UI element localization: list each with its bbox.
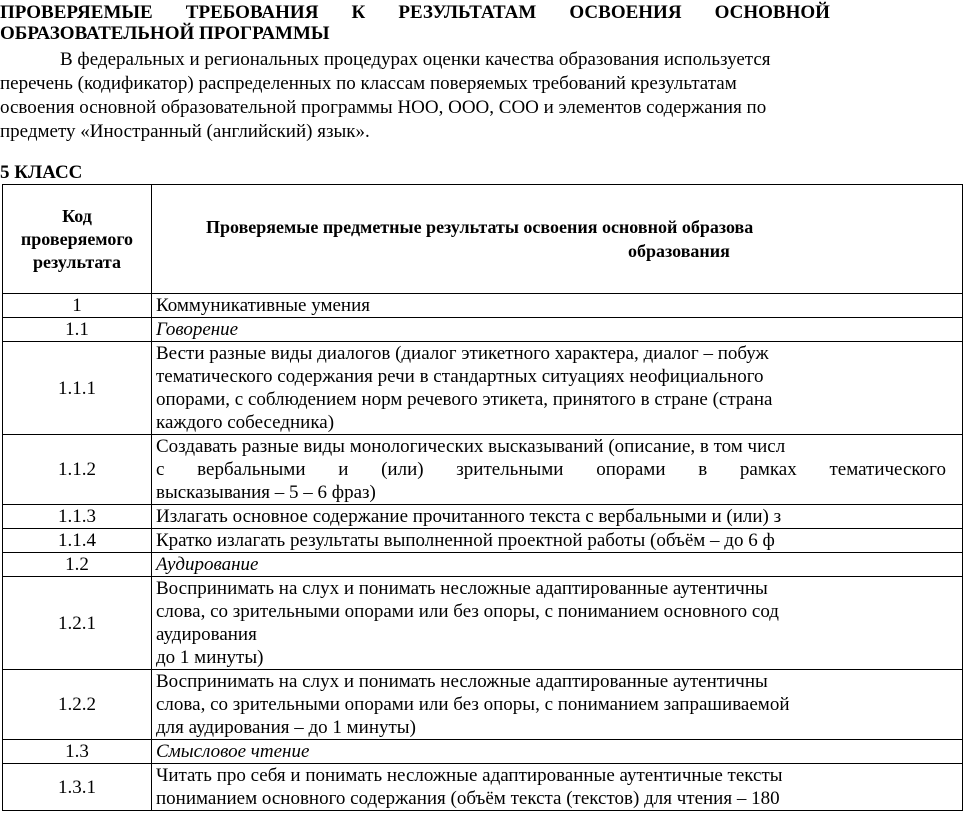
- description-line: слова, со зрительными опорами или без опоры, с пониманием запрашиваемой: [156, 694, 790, 715]
- intro-paragraph: [0, 48, 830, 144]
- table-row: [3, 505, 963, 529]
- result-description-cell: [152, 577, 963, 670]
- header-line: Код: [62, 205, 92, 226]
- result-description-cell: [152, 505, 963, 529]
- table-row: [3, 577, 963, 670]
- result-description-cell: [152, 740, 963, 764]
- result-code-cell: 1.2: [3, 553, 152, 577]
- result-description-cell: [152, 435, 963, 505]
- table-row: [3, 553, 963, 577]
- result-code-cell: 1.1.4: [3, 529, 152, 553]
- heading-word: ТРЕБОВАНИЯ: [185, 2, 319, 23]
- description-line: Кратко излагать результаты выполненной проектной работы (объём – до 6 ф: [156, 530, 775, 551]
- result-code-cell: 1.2.1: [3, 577, 152, 670]
- table-header-row: [3, 185, 963, 294]
- heading-word: РЕЗУЛЬТАТАМ: [398, 2, 537, 23]
- table-row: [3, 670, 963, 740]
- heading-word: ОСВОЕНИЯ: [569, 2, 682, 23]
- result-code-cell: 1.1.3: [3, 505, 152, 529]
- heading-word: ПРОВЕРЯЕМЫЕ: [0, 2, 153, 23]
- description-line: аудирования: [156, 624, 257, 645]
- description-line: Вести разные виды диалогов (диалог этикетного характера, диалог – побуж: [156, 343, 769, 364]
- description-line: Излагать основное содержание прочитанного текста с вербальными и (или) з: [156, 506, 782, 527]
- description-line: Создавать разные виды монологических высказываний (описание, в том числ: [156, 436, 786, 457]
- description-line: до 1 минуты): [156, 647, 264, 668]
- results-column-header: [152, 185, 963, 294]
- intro-line: В федеральных и региональных процедурах оценки качества образования используется: [60, 49, 771, 70]
- description-line: Говорение: [156, 319, 239, 340]
- description-line: опорами, с соблюдением норм речевого этикета, принятого в стране (страна: [156, 389, 773, 410]
- intro-line: перечень (кодификатор) распределенных по классам поверяемых требований крезультатам: [0, 73, 737, 94]
- class-title: 5 КЛАСС: [0, 162, 83, 183]
- result-description-cell: [152, 318, 963, 342]
- table-row: [3, 318, 963, 342]
- heading-word: К: [351, 2, 366, 23]
- result-description-cell: [152, 553, 963, 577]
- result-description-cell: [152, 342, 963, 435]
- header-line: Проверяемые предметные результаты освоения основной образова: [206, 217, 754, 237]
- result-code-cell: 1.1.1: [3, 342, 152, 435]
- result-code-cell: 1.2.2: [3, 670, 152, 740]
- description-line: тематического содержания речи в стандартных ситуациях неофициального: [156, 366, 764, 387]
- description-line: Воспринимать на слух и понимать несложные адаптированные аутентичны: [156, 578, 768, 599]
- result-code-cell: 1.3.1: [3, 764, 152, 811]
- table-row: [3, 294, 963, 318]
- requirements-table: [2, 184, 963, 811]
- description-line: высказывания – 5 – 6 фраз): [156, 482, 376, 503]
- result-code-cell: 1.3: [3, 740, 152, 764]
- description-line: Коммуникативные умения: [156, 295, 370, 316]
- table-row: [3, 342, 963, 435]
- description-line: для аудирования – до 1 минуты): [156, 717, 416, 738]
- description-line: слова, со зрительными опорами или без опоры, с пониманием основного сод: [156, 601, 779, 622]
- description-line: Читать про себя и понимать несложные адаптированные аутентичные тексты: [156, 765, 783, 786]
- description-line: с вербальными и (или) зрительными опорами в рамках тематического: [156, 459, 946, 480]
- description-line: пониманием основного содержания (объём текста (текстов) для чтения – 180: [156, 788, 780, 809]
- header-line: результата: [33, 251, 121, 272]
- intro-line: предмету «Иностранный (английский) язык».: [0, 121, 370, 142]
- result-description-cell: [152, 294, 963, 318]
- heading-line-1: [0, 2, 830, 23]
- heading-line-2: ОБРАЗОВАТЕЛЬНОЙ ПРОГРАММЫ: [0, 23, 330, 44]
- description-line: Воспринимать на слух и понимать несложные адаптированные аутентичны: [156, 671, 768, 692]
- intro-line: освоения основной образовательной программы НОО, ООО, СОО и элементов содержания по: [0, 97, 767, 118]
- document-heading: [0, 2, 830, 44]
- description-line: каждого собеседника): [156, 412, 335, 433]
- table-row: [3, 764, 963, 811]
- header-line: проверяемого: [20, 228, 134, 249]
- table-row: [3, 740, 963, 764]
- result-description-cell: [152, 529, 963, 553]
- header-line: образования: [628, 241, 730, 261]
- code-column-header: [3, 185, 152, 294]
- table-body: [3, 294, 963, 811]
- result-code-cell: 1: [3, 294, 152, 318]
- description-line: Аудирование: [156, 554, 259, 575]
- result-description-cell: [152, 670, 963, 740]
- result-code-cell: 1.1: [3, 318, 152, 342]
- table-row: [3, 435, 963, 505]
- table-row: [3, 529, 963, 553]
- heading-word: ОСНОВНОЙ: [714, 2, 830, 23]
- description-line: Смысловое чтение: [156, 741, 310, 762]
- result-code-cell: 1.1.2: [3, 435, 152, 505]
- result-description-cell: [152, 764, 963, 811]
